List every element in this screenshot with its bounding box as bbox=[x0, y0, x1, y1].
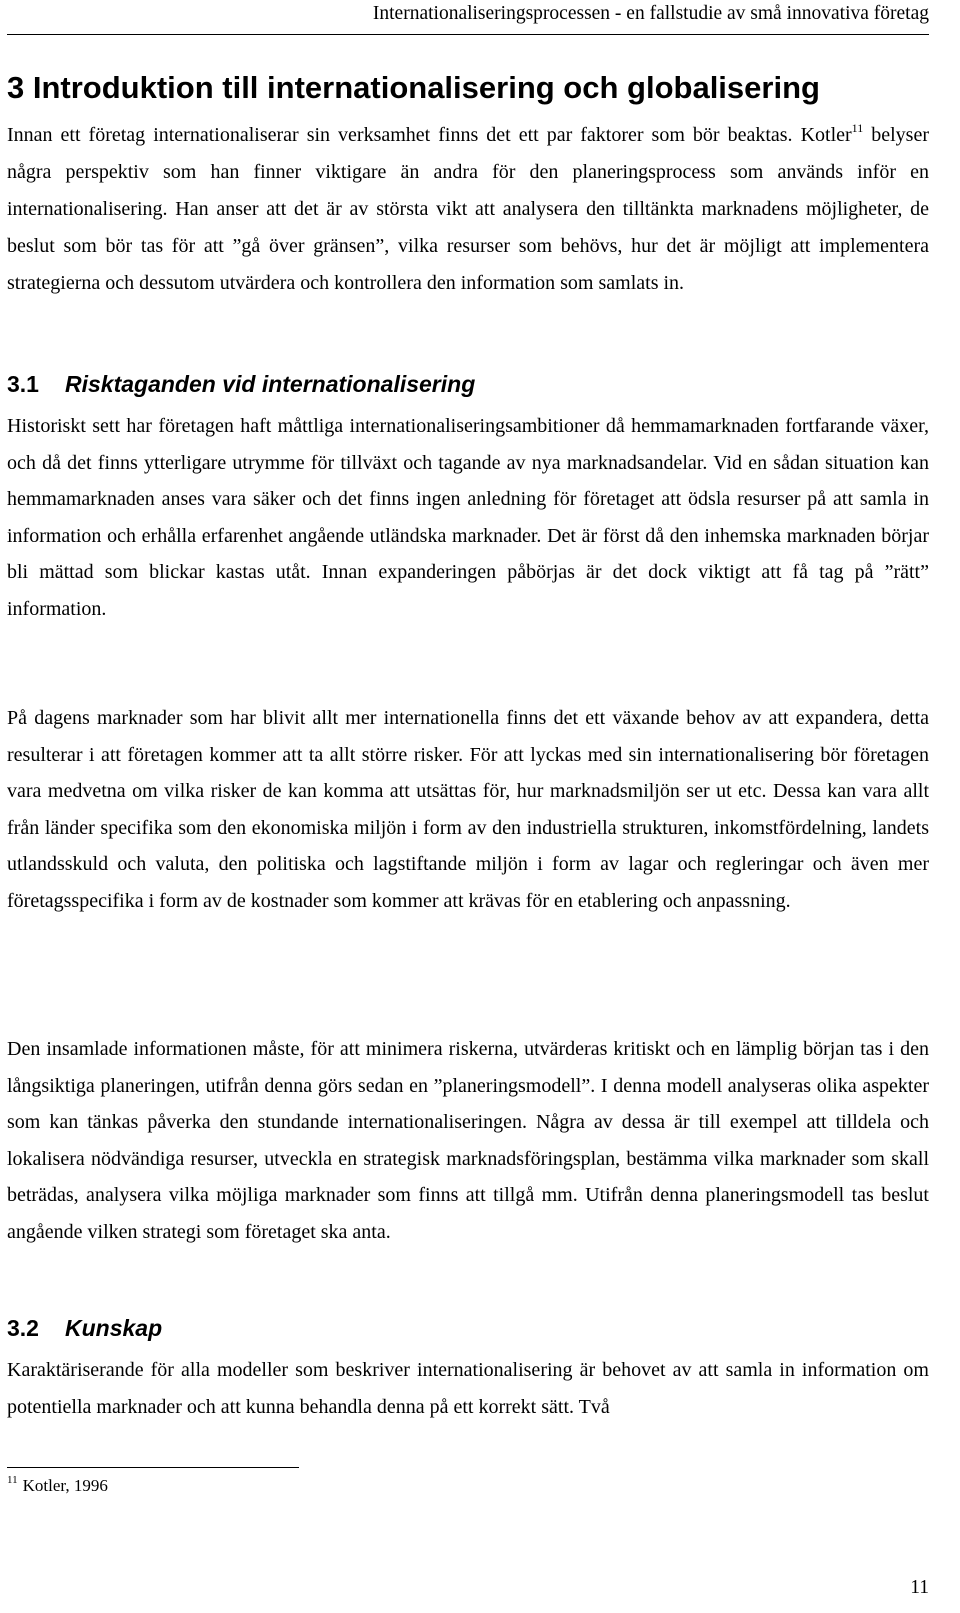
footnote-marker: 11 bbox=[7, 1474, 18, 1486]
footnote-reference: 11 bbox=[851, 121, 864, 135]
body-paragraph: Karaktäriserande för alla modeller som beskriver internationalisering är behovet av att samla in information om potentiella marknader och att kunna behandla denna på ett korrekt sätt. Två bbox=[7, 1359, 929, 1418]
intro-text: belyser några perspektiv som han finner viktigare än andra för den planeringsprocess som används inför en internationalisering. Han anser att det är av största vikt att analysera den tilltänkta marknadens möjligheter, de beslut som bör tas för att ”gå över gränsen”, vilka resurser som behövs, hur det är möjligt att implementera strategierna och dessutom utvärdera och kontrollera den information som samlats in. bbox=[7, 124, 929, 295]
section-number: 3.2 bbox=[7, 1315, 39, 1341]
footnote-text: Kotler, 1996 bbox=[22, 1476, 108, 1495]
section-heading bbox=[7, 1313, 162, 1343]
intro-paragraph bbox=[7, 117, 929, 302]
page-number: 11 bbox=[910, 1577, 929, 1598]
header-rule bbox=[7, 34, 929, 35]
section-title-text: Risktaganden vid internationalisering bbox=[65, 371, 476, 397]
intro-first-line: Innan ett företag internationaliserar sin verksamhet finns det ett par faktorer som bör beaktas. bbox=[7, 124, 793, 146]
section-number: 3.1 bbox=[7, 371, 39, 397]
footnote-rule bbox=[7, 1467, 299, 1468]
section-title-text: Kunskap bbox=[65, 1315, 163, 1341]
section-heading bbox=[7, 369, 475, 399]
body-paragraph: Historiskt sett har företagen haft måttliga internationaliseringsambitioner då hemmamarknaden fortfarande växer, och då det finns ytterligare utrymme för tillväxt och tagande av nya marknadsandelar. Vid en sådan situation kan hemmamarknaden anses vara säker och det finns ingen anledning för företaget att ödsla resurser på att samla in information och erhålla erfarenhet angående utländska marknader. Det är först då den inhemska marknaden börjar bli mättad som blickar kastas utåt. Innan expanderingen påbörjas är det dock viktigt att få tag på ”rätt” information. bbox=[7, 415, 929, 620]
chapter-title: 3 Introduktion till internationalisering och globalisering bbox=[7, 70, 820, 105]
footnote bbox=[7, 1474, 108, 1498]
body-paragraph: Den insamlade informationen måste, för att minimera riskerna, utvärderas kritiskt och en lämplig början tas i den långsiktiga planeringen, utifrån denna görs sedan en ”planeringsmodell”. I denna modell analyseras olika aspekter som kan tänkas påverka den stundande internationaliseringen. Några av dessa är till exempel att tilldela och lokalisera nödvändiga resurser, utveckla en strategisk marknadsföringsplan, bestämma vilka marknader som skall beträdas, analysera vilka möjliga marknader som finns att tillgå mm. Utifrån denna planeringsmodell tas beslut angående vilken strategi som företaget ska anta. bbox=[7, 1038, 929, 1243]
intro-author: Kotler bbox=[800, 124, 852, 146]
running-header: Internationaliseringsprocessen - en fallstudie av små innovativa företag bbox=[372, 3, 929, 24]
body-paragraph: På dagens marknader som har blivit allt mer internationella finns det ett växande behov av att expandera, detta resulterar i att företagen kommer att ta allt större risker. För att lyckas med sin internationalisering bör företagen vara medvetna om vilka risker de kan komma att utsättas för, hur marknadsmiljön ser ut etc. Dessa kan vara allt från länder specifika som den ekonomiska miljön i form av den industriella strukturen, inkomstfördelning, landets utlandsskuld och valuta, den politiska och lagstiftande miljön i form av lagar och regleringar och även mer företagsspecifika i form av de kostnader som kommer att krävas för en etablering och anpassning. bbox=[7, 707, 929, 912]
